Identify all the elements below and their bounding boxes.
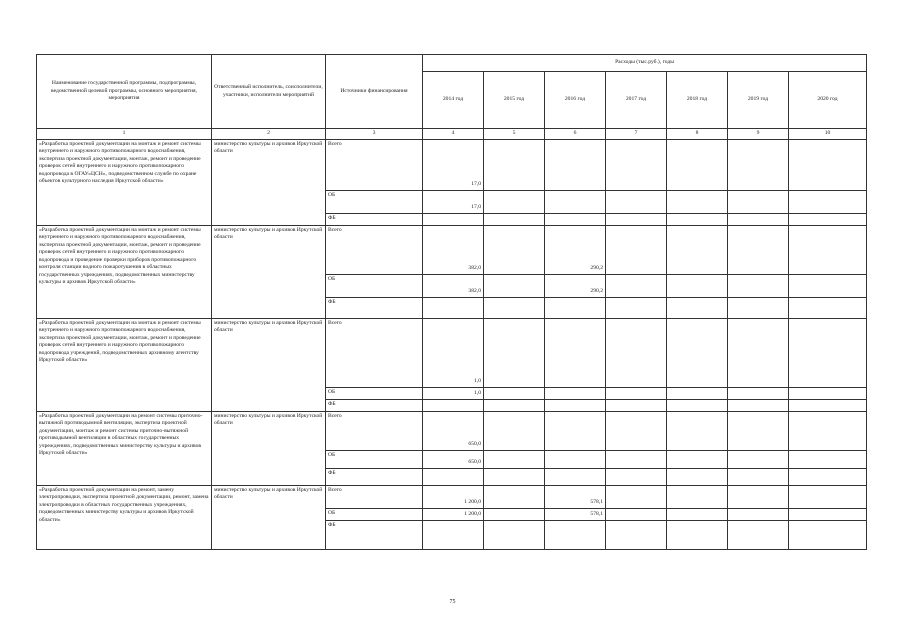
table-row — [37, 225, 867, 274]
value-cell: 382,0 — [423, 225, 484, 274]
value-cell — [484, 318, 545, 387]
value-cell — [606, 387, 667, 399]
responsible-executor: министерство культуры и архивов Иркутской области — [212, 411, 326, 485]
value-cell — [484, 274, 545, 297]
value-cell: 290,2 — [545, 274, 606, 297]
value-cell — [484, 508, 545, 520]
value-cell: 650,0 — [423, 411, 484, 450]
column-number: 10 — [789, 129, 867, 140]
value-cell — [545, 190, 606, 213]
source-fb: ФБ — [326, 213, 423, 225]
table-row — [37, 318, 867, 387]
value-cell: 1,0 — [423, 318, 484, 387]
value-cell — [728, 411, 789, 450]
source-fb: ФБ — [326, 468, 423, 485]
header-year: 2014 год — [423, 72, 484, 129]
value-cell — [606, 450, 667, 468]
value-cell: 578,1 — [545, 508, 606, 520]
header-source: Источники финансирования — [326, 55, 423, 129]
value-cell — [484, 387, 545, 399]
value-cell: 382,0 — [423, 274, 484, 297]
activity-name: «Разработка проектной документации на ремонт системы приточно-вытяжной противодымной вентиляции, экспертиза проектной документации, монтаж и ремонт системы приточно-вытяжной противодымной вентиляции в областных государственных учреждениях, подведомственных министерству культуры и архивов Иркутской области» — [37, 411, 212, 485]
value-cell — [789, 274, 867, 297]
value-cell — [545, 318, 606, 387]
value-cell — [667, 508, 728, 520]
value-cell: 1 200,0 — [423, 485, 484, 508]
value-cell — [667, 318, 728, 387]
source-ob: ОБ — [326, 508, 423, 520]
value-cell — [789, 485, 867, 508]
column-number: 4 — [423, 129, 484, 140]
column-number: 7 — [606, 129, 667, 140]
column-number: 2 — [212, 129, 326, 140]
value-cell — [728, 190, 789, 213]
source-total: Всего — [326, 485, 423, 508]
value-cell — [484, 190, 545, 213]
page-number: 75 — [449, 599, 456, 605]
value-cell — [606, 318, 667, 387]
value-cell — [728, 508, 789, 520]
value-cell — [728, 274, 789, 297]
value-cell — [545, 139, 606, 190]
header-responsible: Ответственный исполнитель, соисполнители, участники, исполнители мероприятий — [212, 55, 326, 129]
value-cell — [789, 508, 867, 520]
value-cell: 578,1 — [545, 485, 606, 508]
source-ob: ОБ — [326, 450, 423, 468]
value-cell — [484, 225, 545, 274]
header-name: Наименование государственной программы, подпрограммы, ведомственной целевой программы, основного мероприятия, мероприятия — [37, 55, 212, 129]
responsible-executor: министерство культуры и архивов Иркутской области — [212, 139, 326, 225]
value-cell — [789, 139, 867, 190]
value-cell — [667, 274, 728, 297]
header-year: 2017 год — [606, 72, 667, 129]
value-cell — [484, 139, 545, 190]
source-fb: ФБ — [326, 297, 423, 318]
value-cell — [667, 190, 728, 213]
value-cell — [728, 485, 789, 508]
column-number: 9 — [728, 129, 789, 140]
source-ob: ОБ — [326, 190, 423, 213]
value-cell — [606, 411, 667, 450]
value-cell — [789, 387, 867, 399]
value-cell: 650,0 — [423, 450, 484, 468]
value-cell — [728, 318, 789, 387]
value-cell — [667, 450, 728, 468]
value-cell — [728, 225, 789, 274]
source-ob: ОБ — [326, 274, 423, 297]
header-year: 2018 год — [667, 72, 728, 129]
budget-table — [36, 54, 867, 550]
value-cell — [728, 450, 789, 468]
activity-name: «Разработка проектной документации на монтаж и ремонт системы внутреннего и наружного противопожарного водоснабжения, экспертиза проектной документации, монтаж, ремонт и проведение проверок сетей внутреннего и наружного противопожарного водопровода в ОГАУ«ЦСН», подведомственном службе по охране объектов культурного наследия Иркутской области» — [37, 139, 212, 225]
value-cell — [545, 450, 606, 468]
column-number: 5 — [484, 129, 545, 140]
activity-name: «Разработка проектной документации на монтаж и ремонт системы внутреннего и наружного противопожарного водоснабжения, экспертиза проектной документации, монтаж, ремонт и проведение проверок сетей внутреннего и наружного противопожарного водопровода учреждений, подведомственных архивному агентству Иркутской области» — [37, 318, 212, 411]
value-cell — [789, 190, 867, 213]
table-row — [37, 411, 867, 450]
value-cell — [728, 139, 789, 190]
column-number-row — [37, 129, 867, 140]
header-year: 2020 год — [789, 72, 867, 129]
header-year: 2015 год — [484, 72, 545, 129]
value-cell: 17,0 — [423, 190, 484, 213]
value-cell — [606, 190, 667, 213]
column-number: 8 — [667, 129, 728, 140]
value-cell — [667, 387, 728, 399]
source-ob: ОБ — [326, 387, 423, 399]
value-cell — [545, 387, 606, 399]
table-row — [37, 485, 867, 508]
value-cell: 1 200,0 — [423, 508, 484, 520]
value-cell — [667, 225, 728, 274]
value-cell — [789, 411, 867, 450]
value-cell — [484, 450, 545, 468]
value-cell — [606, 508, 667, 520]
column-number: 1 — [37, 129, 212, 140]
source-total: Всего — [326, 225, 423, 274]
source-total: Всего — [326, 318, 423, 387]
responsible-executor: министерство культуры и архивов Иркутской области — [212, 318, 326, 411]
column-number: 3 — [326, 129, 423, 140]
value-cell — [606, 139, 667, 190]
source-fb: ФБ — [326, 520, 423, 549]
header-year: 2016 год — [545, 72, 606, 129]
value-cell — [789, 225, 867, 274]
value-cell — [606, 274, 667, 297]
value-cell — [606, 485, 667, 508]
value-cell: 17,0 — [423, 139, 484, 190]
source-total: Всего — [326, 139, 423, 190]
value-cell — [484, 485, 545, 508]
value-cell — [789, 450, 867, 468]
value-cell — [789, 318, 867, 387]
value-cell: 290,2 — [545, 225, 606, 274]
value-cell — [606, 225, 667, 274]
value-cell — [667, 411, 728, 450]
source-fb: ФБ — [326, 399, 423, 411]
value-cell — [484, 411, 545, 450]
value-cell — [667, 485, 728, 508]
activity-name: «Разработка проектной документации на монтаж и ремонт системы внутреннего и наружного противопожарного водоснабжения, экспертиза проектной документации, монтаж, ремонт и проведение проверок сетей внутреннего и наружного противопожарного водопровода и проведение проверки приборов противопожарного контроля станции водного пожаротушения в областных государственных учреждениях, подведомственных министерству культуры и архивов Иркутской области» — [37, 225, 212, 318]
table-row — [37, 139, 867, 190]
responsible-executor: министерство культуры и архивов Иркутской области — [212, 485, 326, 549]
value-cell: 1,0 — [423, 387, 484, 399]
column-number: 6 — [545, 129, 606, 140]
value-cell — [728, 387, 789, 399]
activity-name: «Разработка проектной документации на ремонт, замену электропроводки, экспертиза проектной документации, ремонт, замена электропроводки в областных государственных учреждениях, подведомственных министерству культуры и архивов Иркутской области» — [37, 485, 212, 549]
responsible-executor: министерство культуры и архивов Иркутской области — [212, 225, 326, 318]
header-expenses: Расходы (тыс.руб.), годы — [423, 55, 867, 72]
source-total: Всего — [326, 411, 423, 450]
value-cell — [545, 411, 606, 450]
value-cell — [667, 139, 728, 190]
header-year: 2019 год — [728, 72, 789, 129]
